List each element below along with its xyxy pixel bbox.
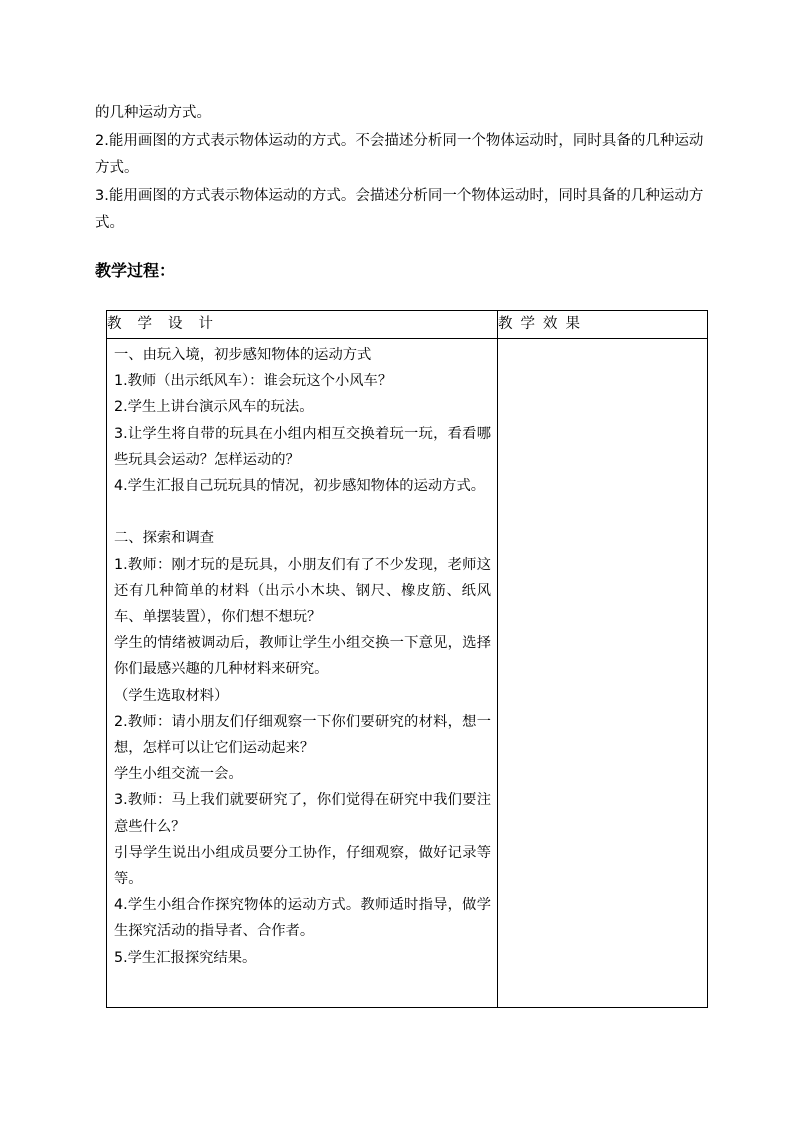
- teaching-effect-cell: [498, 339, 708, 1008]
- intro-line-3: 3.能用画图的方式表示物体运动的方式。会描述分析同一个物体运动时，同时具备的几种运动方式。: [95, 187, 704, 231]
- part2-item-1: 1.教师：刚才玩的是玩具，小朋友们有了不少发现，老师这还有几种简单的材料（出示小木块、钢尺、橡皮筋、纸风车、单摆装置），你们想不想玩？: [114, 556, 491, 626]
- part1-item-2: 2.学生上讲台演示风车的玩法。: [114, 399, 314, 416]
- section-title: 教学过程：: [95, 261, 176, 280]
- part2-item-2: 学生的情绪被调动后，教师让学生小组交换一下意见，选择你们最感兴趣的几种材料来研究。: [114, 635, 491, 678]
- intro-text: [95, 100, 715, 238]
- part2-item-4: 2.教师：请小朋友们仔细观察一下你们要研究的材料，想一想，怎样可以让它们运动起来？: [114, 713, 491, 757]
- part1-item-4: 4.学生汇报自己玩玩具的情况，初步感知物体的运动方式。: [114, 478, 486, 495]
- table-header-row: [107, 311, 708, 339]
- header-teaching-effect: 教学效果: [498, 311, 708, 339]
- part2-title: 二、探索和调查: [114, 530, 215, 547]
- part2-item-8: 4.学生小组合作探究物体的运动方式。教师适时指导，做学生探究活动的指导者、合作者。: [114, 897, 491, 940]
- part2-item-6: 3.教师：马上我们就要研究了，你们觉得在研究中我们要注意些什么？: [114, 792, 491, 835]
- part2-item-5: 学生小组交流一会。: [114, 766, 243, 783]
- intro-line-2: 2.能用画图的方式表示物体运动的方式。不会描述分析同一个物体运动时，同时具备的几种运动方式。: [95, 132, 704, 176]
- part2-item-7: 引导学生说出小组成员要分工协作，仔细观察，做好记录等等。: [114, 844, 491, 888]
- part1-item-1: 1.教师（出示纸风车）：谁会玩这个小风车？: [114, 373, 393, 390]
- teaching-process-table: [106, 310, 708, 1008]
- teaching-design-cell: [107, 339, 498, 1008]
- table-row: [107, 339, 708, 1008]
- intro-line-1: 的几种运动方式。: [95, 105, 211, 121]
- part1-item-3: 3.让学生将自带的玩具在小组内相互交换着玩一玩，看看哪些玩具会运动？怎样运动的？: [114, 425, 491, 468]
- part2-item-9: 5.学生汇报探究结果。: [114, 949, 257, 966]
- header-teaching-design: 教学设计: [107, 311, 498, 339]
- part2-item-3: （学生选取材料）: [114, 687, 229, 704]
- blank-line: [114, 499, 491, 525]
- part1-title: 一、由玩入境，初步感知物体的运动方式: [114, 347, 372, 363]
